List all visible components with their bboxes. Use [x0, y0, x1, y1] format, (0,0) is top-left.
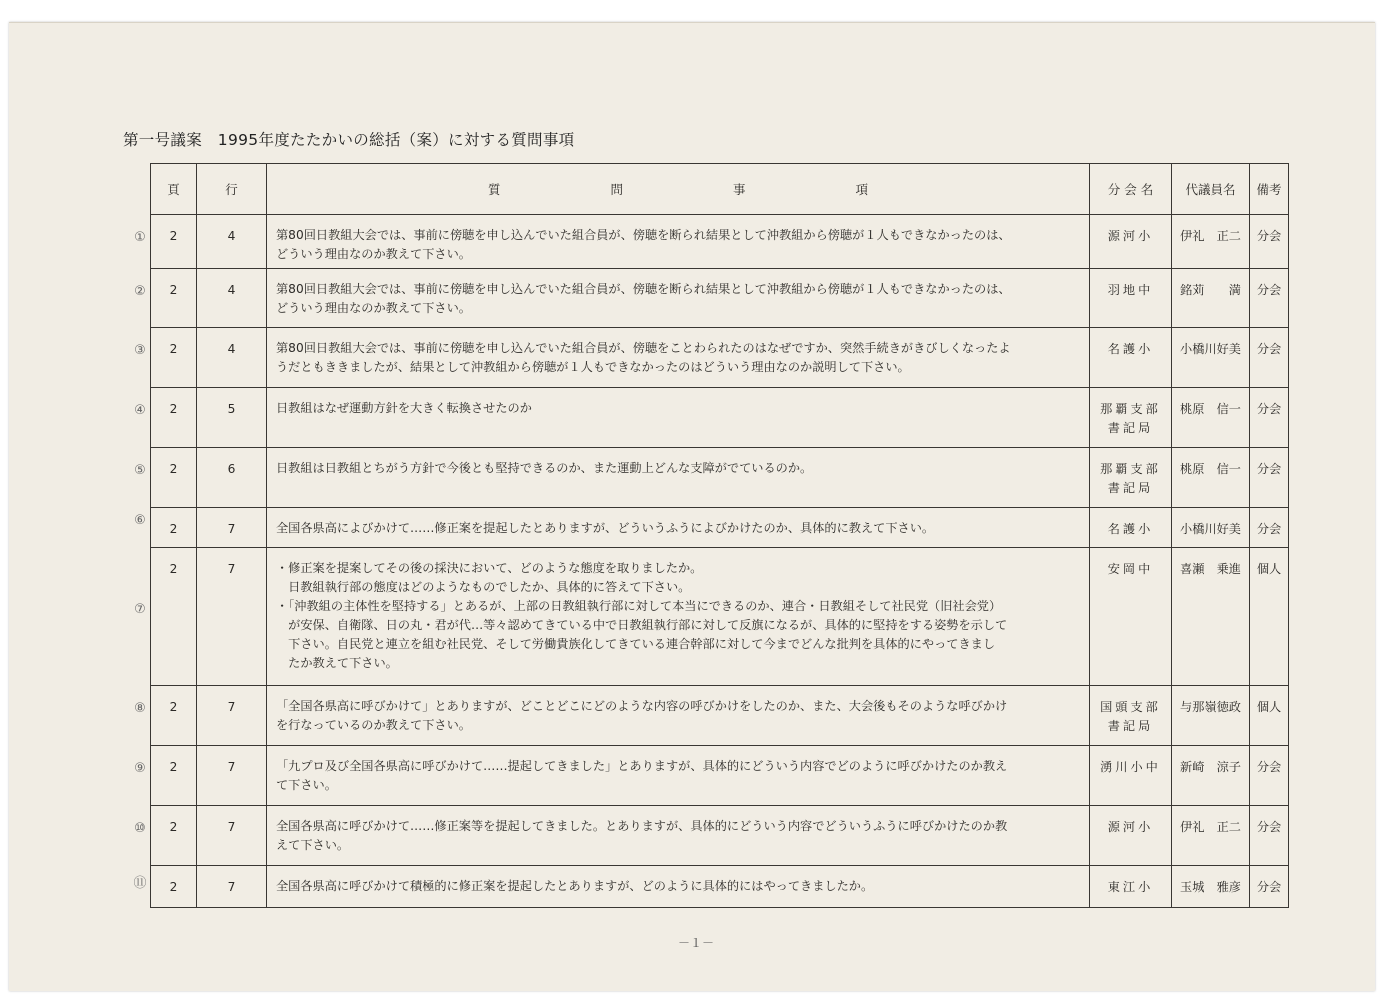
- header-row: [151, 164, 1289, 215]
- row-question: 「全国各県高に呼びかけて」とありますが、どことどこにどのような内容の呼びかけをしたのか、また、大会後もそのような呼びかけ を行なっているのか教えて下さい。: [267, 686, 1090, 746]
- row-line: 7: [197, 746, 267, 806]
- row-page: 2: [151, 328, 197, 388]
- row-branch: 東江小: [1090, 866, 1172, 908]
- row-rep: 新崎 涼子: [1172, 746, 1250, 806]
- row-note: 分会: [1250, 806, 1289, 866]
- row-marker: ⑥: [134, 513, 146, 528]
- row-question: 日教組はなぜ運動方針を大きく転換させたのか: [267, 388, 1090, 448]
- row-question: 全国各県高に呼びかけて積極的に修正案を提起したとありますが、どのように具体的にはやってきましたか。: [267, 866, 1090, 908]
- header-branch: 分 会 名: [1090, 164, 1172, 215]
- row-marker: ⑦: [134, 602, 146, 617]
- row-marker: ⑧: [134, 701, 146, 716]
- row-page: 2: [151, 686, 197, 746]
- row-question: ・修正案を提案してその後の採決において、どのような態度を取りましたか。 日教組執行部の態度はどのようなものでしたか、具体的に答えて下さい。 ・「沖教組の主体性を堅持する」とあるが、上部の日教組執行部に対して本当にできるのか、連合・日教組そして社民党（旧社会党） が安保、自衛隊、日の丸・君が代…等々認めてきている中で日教組執行部に対して反旗になるが、具体的に堅持をする姿勢を示して 下さい。自民党と連立を組む社民党、そして労働貴族化してきている連合幹部に対して今までどんな批判を具体的にやってきまし たか教えて下さい。: [267, 548, 1090, 686]
- header-page: 頁: [151, 164, 197, 215]
- row-line: 4: [197, 215, 267, 269]
- row-branch: 那覇支部 書記局: [1090, 448, 1172, 508]
- row-note: 個人: [1250, 548, 1289, 686]
- header-question: 質 問 事 項: [267, 164, 1090, 215]
- table-row: [151, 215, 1289, 269]
- row-page: 2: [151, 448, 197, 508]
- table-row: [151, 448, 1289, 508]
- row-note: 分会: [1250, 448, 1289, 508]
- row-marker: ⑤: [134, 463, 146, 478]
- table-row: [151, 269, 1289, 328]
- row-question: 第80回日教組大会では、事前に傍聴を申し込んでいた組合員が、傍聴をことわられたのはなぜですか、突然手続きがきびしくなったよ うだともききましたが、結果として沖教組から傍聴が１人もできなかったのはどういう理由なのか説明して下さい。: [267, 328, 1090, 388]
- row-line: 7: [197, 548, 267, 686]
- document-title: 第一号議案 1995年度たたかいの総括（案）に対する質問事項: [123, 131, 575, 149]
- row-marker: ①: [134, 230, 146, 245]
- row-branch: 安岡中: [1090, 548, 1172, 686]
- row-branch: 湧川小中: [1090, 746, 1172, 806]
- row-rep: 与那嶺徳政: [1172, 686, 1250, 746]
- row-marker: ③: [134, 343, 146, 358]
- row-page: 2: [151, 508, 197, 548]
- row-question: 全国各県高に呼びかけて……修正案等を提起してきました。とありますが、具体的にどういう内容でどういうふうに呼びかけたのか教 えて下さい。: [267, 806, 1090, 866]
- row-line: 7: [197, 866, 267, 908]
- row-marker: ②: [134, 283, 146, 299]
- header-line: 行: [197, 164, 267, 215]
- row-rep: 小橋川好美: [1172, 508, 1250, 548]
- row-branch: 名護小: [1090, 328, 1172, 388]
- row-rep: 伊礼 正二: [1172, 806, 1250, 866]
- row-note: 分会: [1250, 269, 1289, 328]
- header-note: 備考: [1250, 164, 1289, 215]
- row-rep: 喜瀬 乗進: [1172, 548, 1250, 686]
- row-page: 2: [151, 806, 197, 866]
- row-line: 7: [197, 806, 267, 866]
- header-rep: 代議員名: [1172, 164, 1250, 215]
- row-line: 7: [197, 508, 267, 548]
- row-note: 分会: [1250, 328, 1289, 388]
- row-branch: 国頭支部 書記局: [1090, 686, 1172, 746]
- row-note: 分会: [1250, 215, 1289, 269]
- row-line: 6: [197, 448, 267, 508]
- row-question: 日教組は日教組とちがう方針で今後とも堅持できるのか、また運動上どんな支障がでているのか。: [267, 448, 1090, 508]
- table-row: [151, 508, 1289, 548]
- row-note: 分会: [1250, 746, 1289, 806]
- table-row: [151, 866, 1289, 908]
- table-row: [151, 328, 1289, 388]
- table-row: [151, 548, 1289, 686]
- row-rep: 伊礼 正二: [1172, 215, 1250, 269]
- row-question: 第80回日教組大会では、事前に傍聴を申し込んでいた組合員が、傍聴を断られ結果として沖教組から傍聴が１人もできなかったのは、 どういう理由なのか教えて下さい。: [267, 269, 1090, 328]
- row-branch: 源河小: [1090, 806, 1172, 866]
- table-row: [151, 746, 1289, 806]
- row-rep: 玉城 雅彦: [1172, 866, 1250, 908]
- table-row: [151, 806, 1289, 866]
- row-note: 分会: [1250, 388, 1289, 448]
- row-marker: ⑩: [134, 821, 146, 836]
- row-page: 2: [151, 215, 197, 269]
- table-row: [151, 686, 1289, 746]
- row-page: 2: [151, 548, 197, 686]
- row-note: 分会: [1250, 508, 1289, 548]
- row-branch: 羽地中: [1090, 269, 1172, 328]
- row-line: 4: [197, 269, 267, 328]
- row-marker: ⑪: [133, 876, 147, 891]
- question-table: [150, 163, 1289, 908]
- row-page: 2: [151, 388, 197, 448]
- row-note: 分会: [1250, 866, 1289, 908]
- row-question: 第80回日教組大会では、事前に傍聴を申し込んでいた組合員が、傍聴を断られ結果として沖教組から傍聴が１人もできなかったのは、 どういう理由なのか教えて下さい。: [267, 215, 1090, 269]
- row-branch: 名護小: [1090, 508, 1172, 548]
- row-question: 全国各県高によびかけて……修正案を提起したとありますが、どういうふうによびかけたのか、具体的に教えて下さい。: [267, 508, 1090, 548]
- row-marker: ④: [134, 403, 146, 418]
- row-rep: 桃原 信一: [1172, 448, 1250, 508]
- page-number: －１－: [678, 936, 715, 950]
- row-branch: 源河小: [1090, 215, 1172, 269]
- row-line: 5: [197, 388, 267, 448]
- row-question: 「九プロ及び全国各県高に呼びかけて……提起してきました」とありますが、具体的にどういう内容でどのように呼びかけたのか教え て下さい。: [267, 746, 1090, 806]
- row-line: 4: [197, 328, 267, 388]
- table-row: [151, 388, 1289, 448]
- row-rep: 銘苅 満: [1172, 269, 1250, 328]
- row-marker: ⑨: [134, 761, 146, 776]
- row-branch: 那覇支部 書記局: [1090, 388, 1172, 448]
- row-rep: 小橋川好美: [1172, 328, 1250, 388]
- row-page: 2: [151, 269, 197, 328]
- row-page: 2: [151, 746, 197, 806]
- row-rep: 桃原 信一: [1172, 388, 1250, 448]
- row-line: 7: [197, 686, 267, 746]
- row-page: 2: [151, 866, 197, 908]
- row-note: 個人: [1250, 686, 1289, 746]
